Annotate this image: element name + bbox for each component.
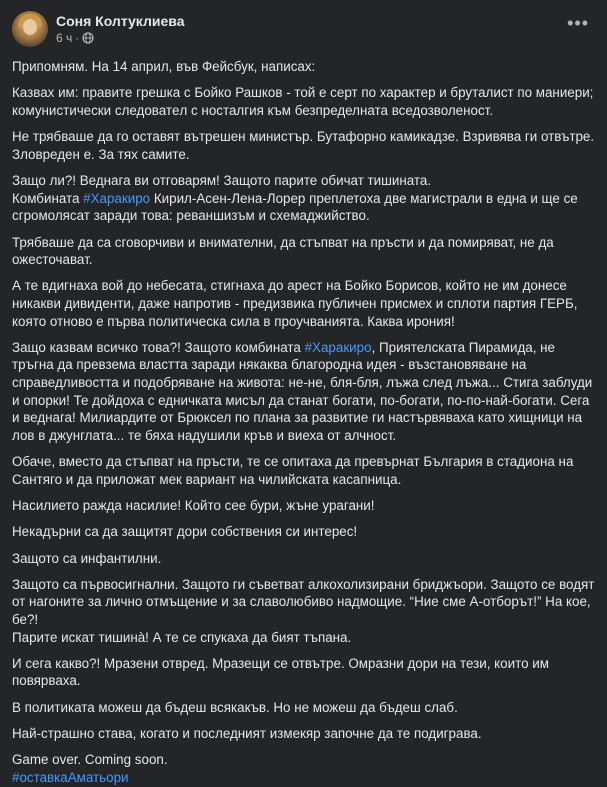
- post-text: Комбината: [12, 190, 84, 206]
- post-text: Некадърни са да защитят дори собствения си интерес!: [12, 524, 358, 540]
- post-paragraph: [12, 128, 595, 163]
- post-text: Казвах им: правите грешка с Бойко Рашков - той е серт по характер и бруталист по маниери; комунистически следоватeл с носталгия към безпределната вседозволеност.: [12, 85, 594, 118]
- post-paragraph: [12, 277, 595, 330]
- post-paragraph: [12, 497, 595, 515]
- post-text: Трябваше да са сговорчиви и внимателни, да стъпват на пръсти и да помиряват, не да ожесточават.: [12, 234, 554, 268]
- post-paragraph: [12, 576, 595, 646]
- post-text: Припомням. На 14 април, във Фейсбук, написах:: [12, 59, 316, 74]
- post-paragraph: [12, 58, 595, 76]
- post-meta: [56, 12, 184, 46]
- post-paragraph: [12, 699, 595, 717]
- post-text: Най-страшно става, когато и последният измекяр започне да те подиграва.: [12, 726, 482, 742]
- post-paragraph: [12, 523, 595, 541]
- post-text: Game over. Coming soon.: [12, 752, 168, 768]
- post-body: [12, 58, 595, 787]
- post-paragraph: [12, 725, 595, 743]
- post-text: Защо ли?! Веднага ви отговарям! Защото парите обичат тишината.: [12, 173, 432, 189]
- post-timestamp-row: [56, 30, 184, 46]
- post-header: [12, 10, 595, 48]
- post-paragraph: [12, 339, 595, 445]
- post-text: Защото са първосигнални. Защото ги съветват алкохолизирани бриджъори. Защото се водят от нагоните за лично отмъщение и за славолюбиво надмощие. “Ние сме А-отборът!” На кое, бе?!: [12, 576, 595, 627]
- post-paragraph: [12, 751, 595, 786]
- post-paragraph: [12, 655, 595, 690]
- post-paragraph: [12, 550, 595, 568]
- hashtag-link[interactable]: #оставкаАматьори: [12, 769, 129, 785]
- post-text: И сега какво?! Мразени отвред. Мразещи се отвътре. Омразни дори на тези, които им повярваха.: [12, 655, 549, 689]
- post-paragraph: [12, 84, 595, 119]
- avatar-face: [23, 19, 37, 35]
- hashtag-link[interactable]: #Харакиро: [83, 190, 151, 206]
- author-avatar[interactable]: [12, 11, 48, 47]
- post-paragraph: [12, 172, 595, 225]
- post-paragraph: [12, 453, 595, 488]
- more-horizontal-icon[interactable]: •••: [567, 13, 589, 33]
- globe-icon[interactable]: [82, 32, 94, 44]
- post-text: Насилието ражда насилие! Който сее бури, жъне урагани!: [12, 497, 375, 513]
- post-text: Защо казвам всичко това?! Защото комбината: [12, 339, 305, 355]
- post-text: Обаче, вместо да стъпват на пръсти, те се опитаха да превърнат България в стадиона на Сантяго и да приложат мек вариант на чилийската касапница.: [12, 454, 574, 487]
- author-name[interactable]: Соня Колтуклиева: [56, 13, 185, 29]
- post-paragraph: [12, 234, 595, 269]
- post-text: Не трябваше да го оставят вътрешен министър. Бутафорно камикадзе. Взривява ги отвътре. Зловреден е. За тях самите.: [12, 129, 595, 162]
- post-text: Кирил-Асен-Лена-Лорер преплетоха две магистрали в една и ще се сгромолясат заради това: реваншизъм и схемаджийство.: [12, 190, 578, 224]
- hashtag-link[interactable]: #Харакиро: [304, 339, 372, 355]
- post-text: Парите искат тишинà! А те се спукаха да бият тъпана.: [12, 629, 352, 645]
- post-time[interactable]: 6 ч: [56, 31, 73, 45]
- post-text: Защото са инфантилни.: [12, 550, 162, 566]
- post-text: , Приятелската Пирамида, не тръгна да превзема властта заради някаква благородна идея - възстановяване на справедливостта и подобряване на живота: не-не, бля-бля, лъжа след лъжа... Стига заблуди и опорки! Те дойдоха с едничката мисъл да станат богати, по-богати, по-по-най-богати. Сега и веднага! Милиардите от Брюксел по плана за развитие ги настървяваха като хищници на лов в джунглата... те бяха надушили кръв и виеха от алчност.: [12, 339, 593, 443]
- post-text: В политиката можеш да бъдеш всякакъв. Но не можеш да бъдеш слаб.: [12, 699, 458, 715]
- separator-dot: ·: [75, 31, 80, 45]
- post-text: А те вдигнаха вой до небесата, стигнаха до арест на Бойко Борисов, който не им донесе никакви дивиденти, даже напротив - предизвика публичен присмех и сплоти партия ГЕРБ, която отново е първа политическа сила в проучванията. Каква ирония!: [12, 278, 578, 329]
